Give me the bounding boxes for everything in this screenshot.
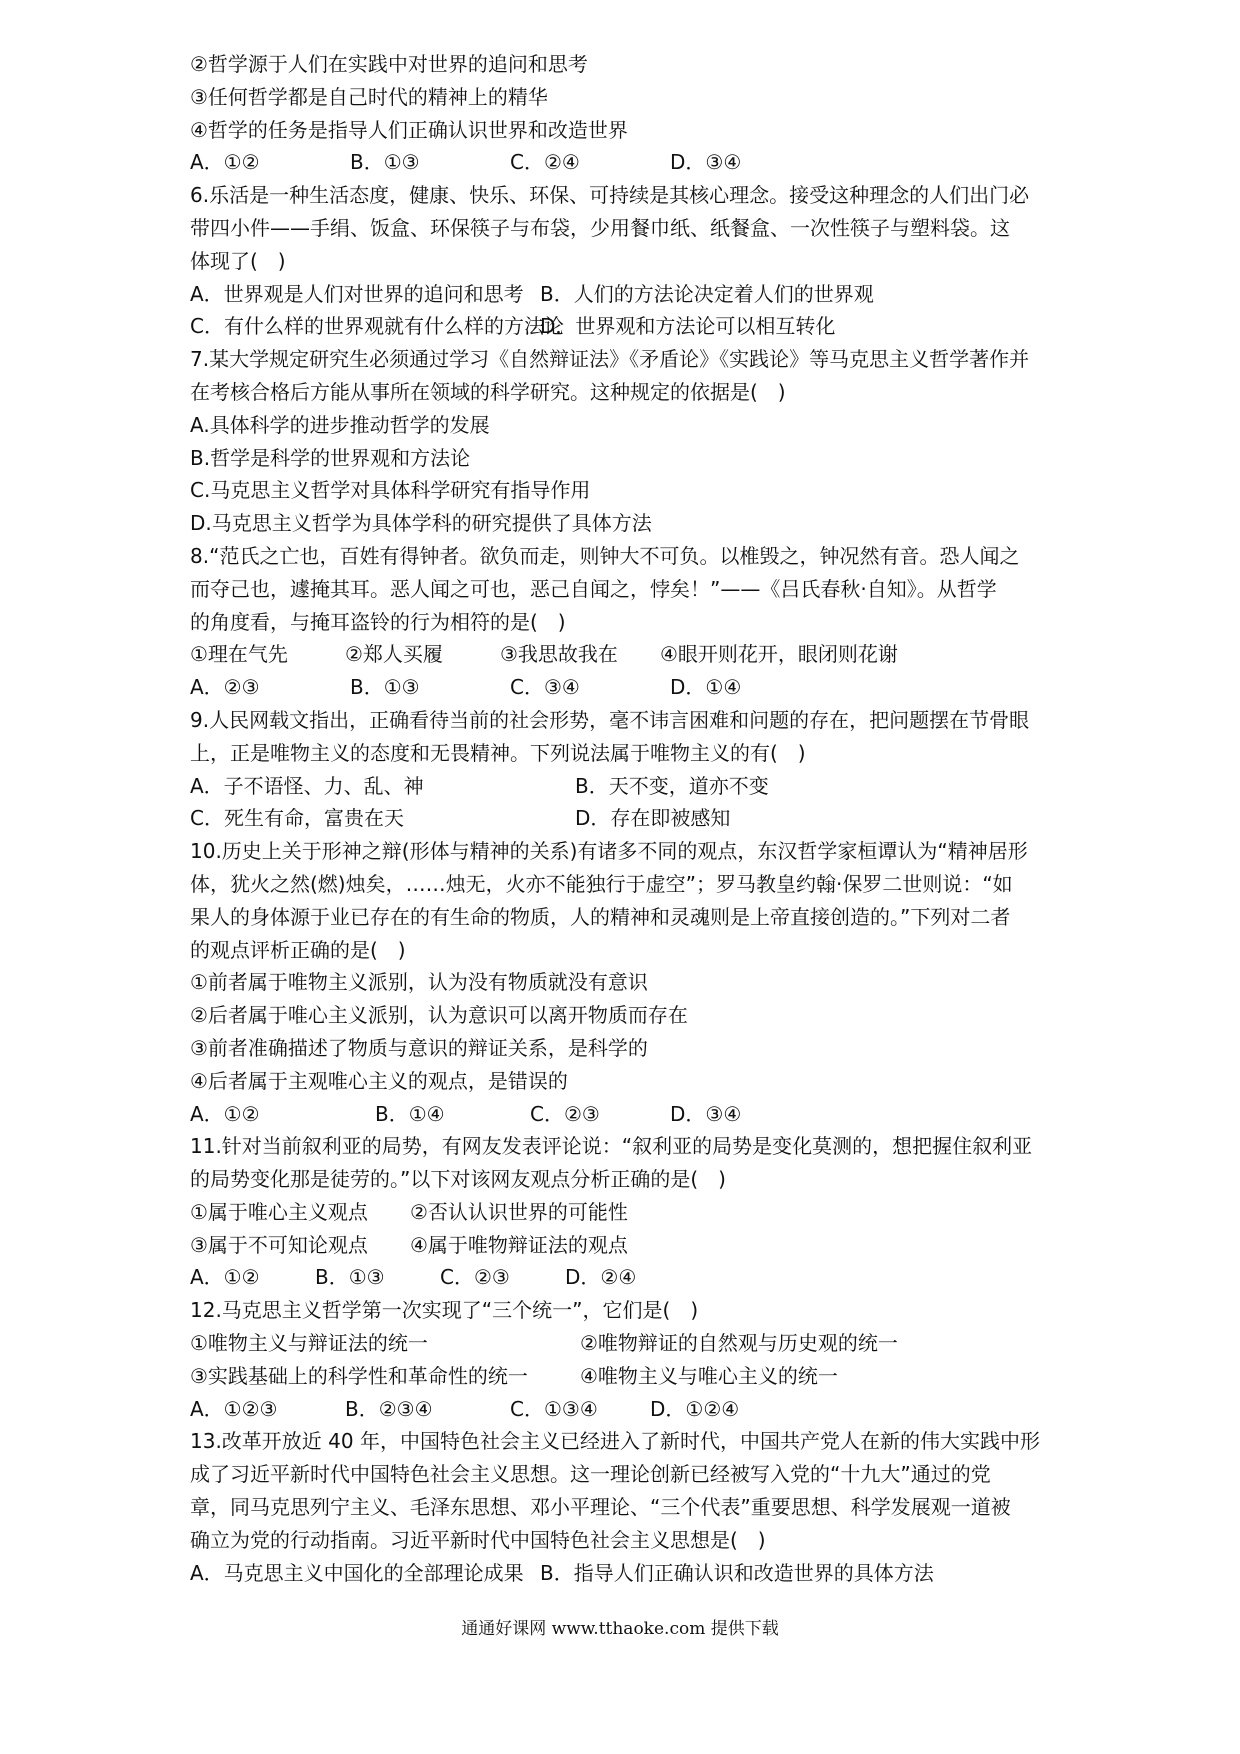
q11-statement: ①属于唯心主义观点 <box>190 1199 368 1224</box>
q8-statement: ②郑人买履 <box>345 642 443 667</box>
q12-option-c: C．①③④ <box>510 1396 598 1421</box>
q9-option-c: C．死生有命，富贵在天 <box>190 806 404 831</box>
q9-options-row <box>190 802 1100 835</box>
q7-stem-line: 在考核合格后方能从事所在领域的科学研究。这种规定的依据是( ) <box>190 379 786 404</box>
q8-statement: ③我思故我在 <box>500 642 618 667</box>
q13-option-a: A．马克思主义中国化的全部理论成果 <box>190 1560 524 1585</box>
exam-page <box>190 48 1100 1589</box>
q10-option-b: B．①④ <box>375 1101 445 1126</box>
q12-statement: ①唯物主义与辩证法的统一 <box>190 1331 428 1356</box>
q11-statement: ③属于不可知论观点 <box>190 1232 368 1257</box>
q5-statement-4: ④哲学的任务是指导人们正确认识世界和改造世界 <box>190 117 628 142</box>
q12-statement: ④唯物主义与唯心主义的统一 <box>580 1363 838 1388</box>
q10-option-c: C．②③ <box>530 1101 600 1126</box>
q12-option-a: A．①②③ <box>190 1396 278 1421</box>
q13-stem-line: 章，同马克思列宁主义、毛泽东思想、邓小平理论、“三个代表”重要思想、科学发展观一道被 <box>190 1495 1011 1520</box>
q12-statements-row <box>190 1327 1100 1360</box>
q11-stem-line: 的局势变化那是徒劳的。”以下对该网友观点分析正确的是( ) <box>190 1167 726 1192</box>
q8-stem-line: 的角度看，与掩耳盗铃的行为相符的是( ) <box>190 609 566 634</box>
q5-statement-2: ②哲学源于人们在实践中对世界的追问和思考 <box>190 52 588 76</box>
q6-option-d: D．世界观和方法论可以相互转化 <box>540 314 836 339</box>
q5-options <box>190 146 1100 179</box>
q10-statement: ④后者属于主观唯心主义的观点，是错误的 <box>190 1068 568 1093</box>
q6-stem-line: 体现了( ) <box>190 248 286 273</box>
q13-stem-line: 13.改革开放近 40 年，中国特色社会主义已经进入了新时代，中国共产党人在新的伟大实践中形 <box>190 1429 1040 1454</box>
q9-option-a: A．子不语怪、力、乱、神 <box>190 773 424 798</box>
q9-stem-line: 9.人民网载文指出，正确看待当前的社会形势，毫不讳言困难和问题的存在，把问题摆在节骨眼 <box>190 707 1030 732</box>
q11-options <box>190 1261 1100 1294</box>
q13-option-b: B．指导人们正确认识和改造世界的具体方法 <box>540 1560 934 1585</box>
q11-statements-row <box>190 1229 1100 1262</box>
q7-option-d: D.马克思主义哲学为具体学科的研究提供了具体方法 <box>190 511 652 536</box>
q13-stem-line: 成了习近平新时代中国特色社会主义思想。这一理论创新已经被写入党的“十九大”通过的党 <box>190 1462 991 1487</box>
q5-option-c: C．②④ <box>510 150 580 175</box>
q6-stem-line: 6.乐活是一种生活态度，健康、快乐、环保、可持续是其核心理念。接受这种理念的人们出门必 <box>190 183 1030 208</box>
q8-statement: ①理在气先 <box>190 642 288 667</box>
q7-option-b: B.哲学是科学的世界观和方法论 <box>190 445 471 470</box>
q12-options <box>190 1393 1100 1426</box>
q13-options-row <box>190 1557 1100 1590</box>
q8-stem-line: 而夺己也，遽掩其耳。恶人闻之可也，恶己自闻之，悖矣！”——《吕氏春秋·自知》。从哲学 <box>190 576 997 601</box>
q7-option-c: C.马克思主义哲学对具体科学研究有指导作用 <box>190 478 591 503</box>
q9-stem-line: 上，正是唯物主义的态度和无畏精神。下列说法属于唯物主义的有( ) <box>190 740 806 765</box>
q8-option-a: A．②③ <box>190 675 260 700</box>
q11-stem-line: 11.针对当前叙利亚的局势，有网友发表评论说：“叙利亚的局势是变化莫测的，想把握住叙利亚 <box>190 1134 1033 1159</box>
q12-statements-row <box>190 1360 1100 1393</box>
q10-statement: ②后者属于唯心主义派别，认为意识可以离开物质而存在 <box>190 1003 688 1028</box>
q6-option-c: C．有什么样的世界观就有什么样的方法论 <box>190 314 564 339</box>
q5-option-d: D．③④ <box>670 150 742 175</box>
q6-options-row <box>190 310 1100 343</box>
q12-statement: ③实践基础上的科学性和革命性的统一 <box>190 1363 528 1388</box>
q8-option-d: D．①④ <box>670 675 742 700</box>
q8-statements <box>190 638 1100 671</box>
q8-statement: ④眼开则花开，眼闭则花谢 <box>660 642 898 667</box>
q8-stem-line: 8.“范氏之亡也，百姓有得钟者。欲负而走，则钟大不可负。以椎毁之，钟况然有音。恐人闻之 <box>190 543 1020 568</box>
q10-stem-line: 10.历史上关于形神之辩(形体与精神的关系)有诸多不同的观点，东汉哲学家桓谭认为“精神居形 <box>190 839 1028 864</box>
q6-option-a: A．世界观是人们对世界的追问和思考 <box>190 281 524 306</box>
q10-stem-line: 的观点评析正确的是( ) <box>190 937 406 962</box>
q10-statement: ③前者准确描述了物质与意识的辩证关系，是科学的 <box>190 1035 648 1060</box>
q11-statement: ②否认认识世界的可能性 <box>410 1199 628 1224</box>
q8-option-b: B．①③ <box>350 675 420 700</box>
q11-statements-row <box>190 1196 1100 1229</box>
q7-option-a: A.具体科学的进步推动哲学的发展 <box>190 412 490 437</box>
q9-option-b: B．天不变，道亦不变 <box>575 773 769 798</box>
q5-option-a: A．①② <box>190 150 260 175</box>
q13-stem-line: 确立为党的行动指南。习近平新时代中国特色社会主义思想是( ) <box>190 1527 766 1552</box>
q10-option-d: D．③④ <box>670 1101 742 1126</box>
q11-option-d: D．②④ <box>565 1265 637 1290</box>
q11-statement: ④属于唯物辩证法的观点 <box>410 1232 628 1257</box>
page-footer: 通通好课网 www.tthaoke.com 提供下载 <box>461 1619 779 1639</box>
q6-stem-line: 带四小件——手绢、饭盒、环保筷子与布袋，少用餐巾纸、纸餐盒、一次性筷子与塑料袋。这 <box>190 215 1010 240</box>
q12-option-d: D．①②④ <box>650 1396 740 1421</box>
q10-stem-line: 果人的身体源于业已存在的有生命的物质，人的精神和灵魂则是上帝直接创造的。”下列对二者 <box>190 904 1011 929</box>
q10-options <box>190 1098 1100 1131</box>
q11-option-b: B．①③ <box>315 1265 385 1290</box>
q10-statement: ①前者属于唯物主义派别，认为没有物质就没有意识 <box>190 970 648 995</box>
q12-statement: ②唯物辩证的自然观与历史观的统一 <box>580 1331 898 1356</box>
q12-option-b: B．②③④ <box>345 1396 433 1421</box>
q5-statement-3: ③任何哲学都是自己时代的精神上的精华 <box>190 84 548 109</box>
q10-stem-line: 体，犹火之然(燃)烛矣，……烛无，火亦不能独行于虚空”；罗马教皇约翰·保罗二世则说：“如 <box>190 871 1013 896</box>
q9-options-row <box>190 770 1100 803</box>
q11-option-a: A．①② <box>190 1265 260 1290</box>
q9-option-d: D．存在即被感知 <box>575 806 731 831</box>
q6-option-b: B．人们的方法论决定着人们的世界观 <box>540 281 874 306</box>
q11-option-c: C．②③ <box>440 1265 510 1290</box>
q8-options <box>190 671 1100 704</box>
q10-option-a: A．①② <box>190 1101 260 1126</box>
q6-options-row <box>190 278 1100 311</box>
q8-option-c: C．③④ <box>510 675 580 700</box>
q7-stem-line: 7.某大学规定研究生必须通过学习《自然辩证法》《矛盾论》《实践论》等马克思主义哲学著作并 <box>190 347 1030 372</box>
q12-stem-line: 12.马克思主义哲学第一次实现了“三个统一”，它们是( ) <box>190 1298 699 1323</box>
q5-option-b: B．①③ <box>350 150 420 175</box>
